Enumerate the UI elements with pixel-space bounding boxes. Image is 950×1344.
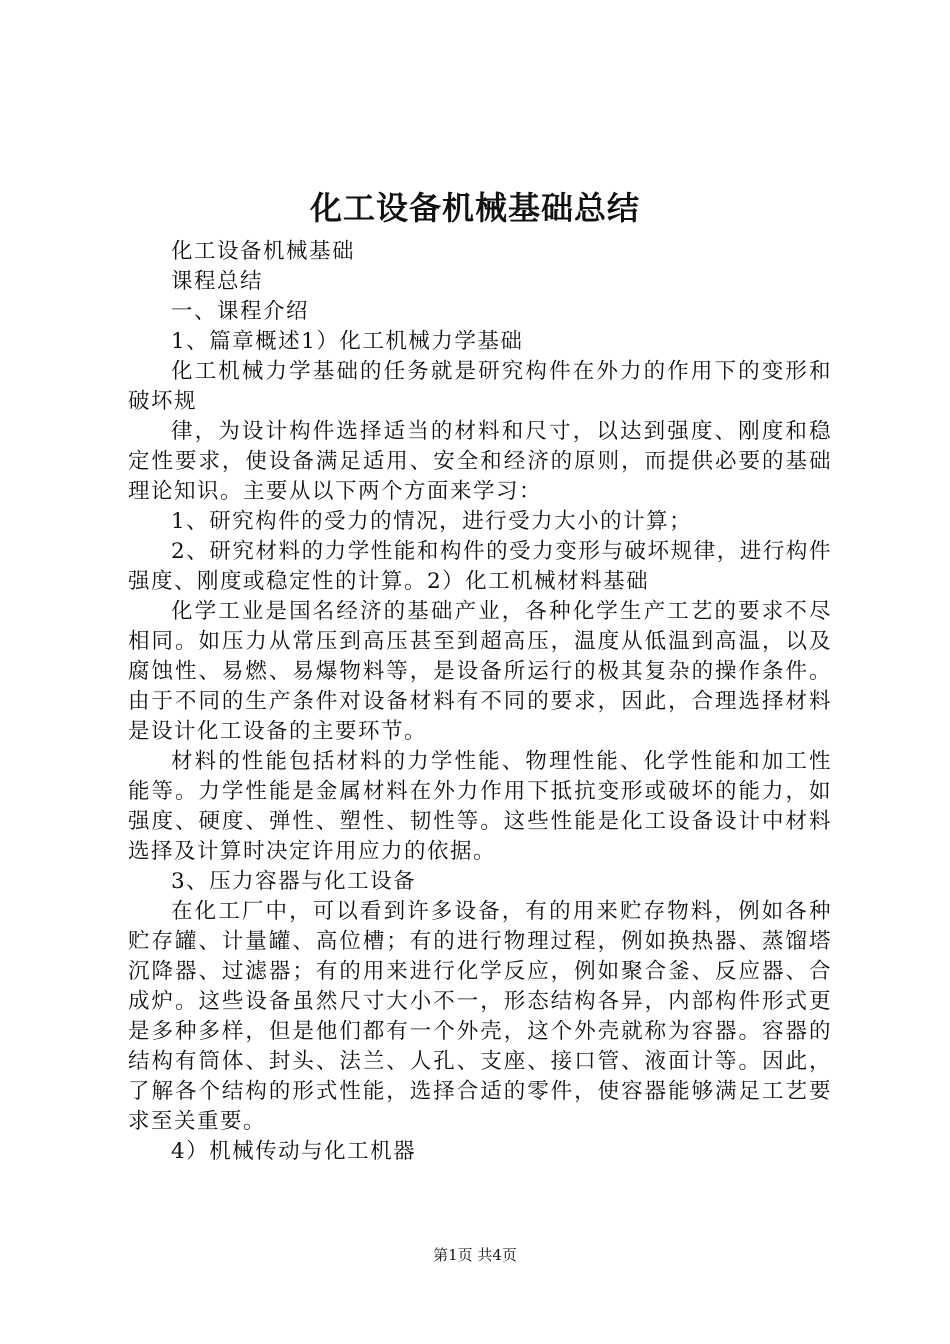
list-item: 1、研究构件的受力的情况，进行受力大小的计算；	[171, 509, 693, 534]
section-heading: 4）机械传动与化工机器	[171, 1139, 417, 1164]
paragraph: 课程总结	[171, 269, 264, 294]
paragraph: 在化工厂中，可以看到许多设备，有的用来贮存物料，例如各种贮存罐、计量罐、高位槽；有的进行物理过程，例如换热器、蒸馏塔沉降器、过滤器；有的用来进行化学反应，例如聚合釜、反应器、合成炉。这些设备虽然尺寸大小不一，形态结构各异，内部构件形式更是多种多样，但是他们都有一个外壳，这个外壳就称为容器。容器的结构有筒体、封头、法兰、人孔、支座、接口管、液面计等。因此，了解各个结构的形式性能，选择合适的零件，使容器能够满足工艺要求至关重要。	[128, 899, 832, 1134]
paragraph: 化工机械力学基础的任务就是研究构件在外力的作用下的变形和破坏规	[128, 359, 832, 414]
section-heading: 一、课程介绍	[171, 299, 310, 324]
paragraph: 化学工业是国名经济的基础产业，各种化学生产工艺的要求不尽相同。如压力从常压到高压甚至到超高压，温度从低温到高温，以及腐蚀性、易燃、易爆物料等，是设备所运行的极其复杂的操作条件。由于不同的生产条件对设备材料有不同的要求，因此，合理选择材料是设计化工设备的主要环节。	[128, 599, 832, 744]
paragraph: 材料的性能包括材料的力学性能、物理性能、化学性能和加工性能等。力学性能是金属材料在外力作用下抵抗变形或破坏的能力，如强度、硬度、弹性、塑性、韧性等。这些性能是化工设备设计中材料选择及计算时决定许用应力的依据。	[128, 749, 832, 864]
page-number-footer: 第1页 共4页	[433, 1246, 517, 1264]
document-title: 化工设备机械基础总结	[309, 189, 640, 227]
section-heading: 3、压力容器与化工设备	[171, 869, 417, 894]
document-body	[128, 237, 832, 1167]
paragraph: 律，为设计构件选择适当的材料和尺寸，以达到强度、刚度和稳定性要求，使设备满足适用、安全和经济的原则，而提供必要的基础理论知识。主要从以下两个方面来学习：	[128, 419, 832, 504]
paragraph: 化工设备机械基础	[171, 239, 356, 264]
section-heading: 1、篇章概述1）化工机械力学基础	[171, 329, 524, 354]
list-item: 2、研究材料的力学性能和构件的受力变形与破坏规律，进行构件强度、刚度或稳定性的计算。2）化工机械材料基础	[128, 539, 832, 594]
